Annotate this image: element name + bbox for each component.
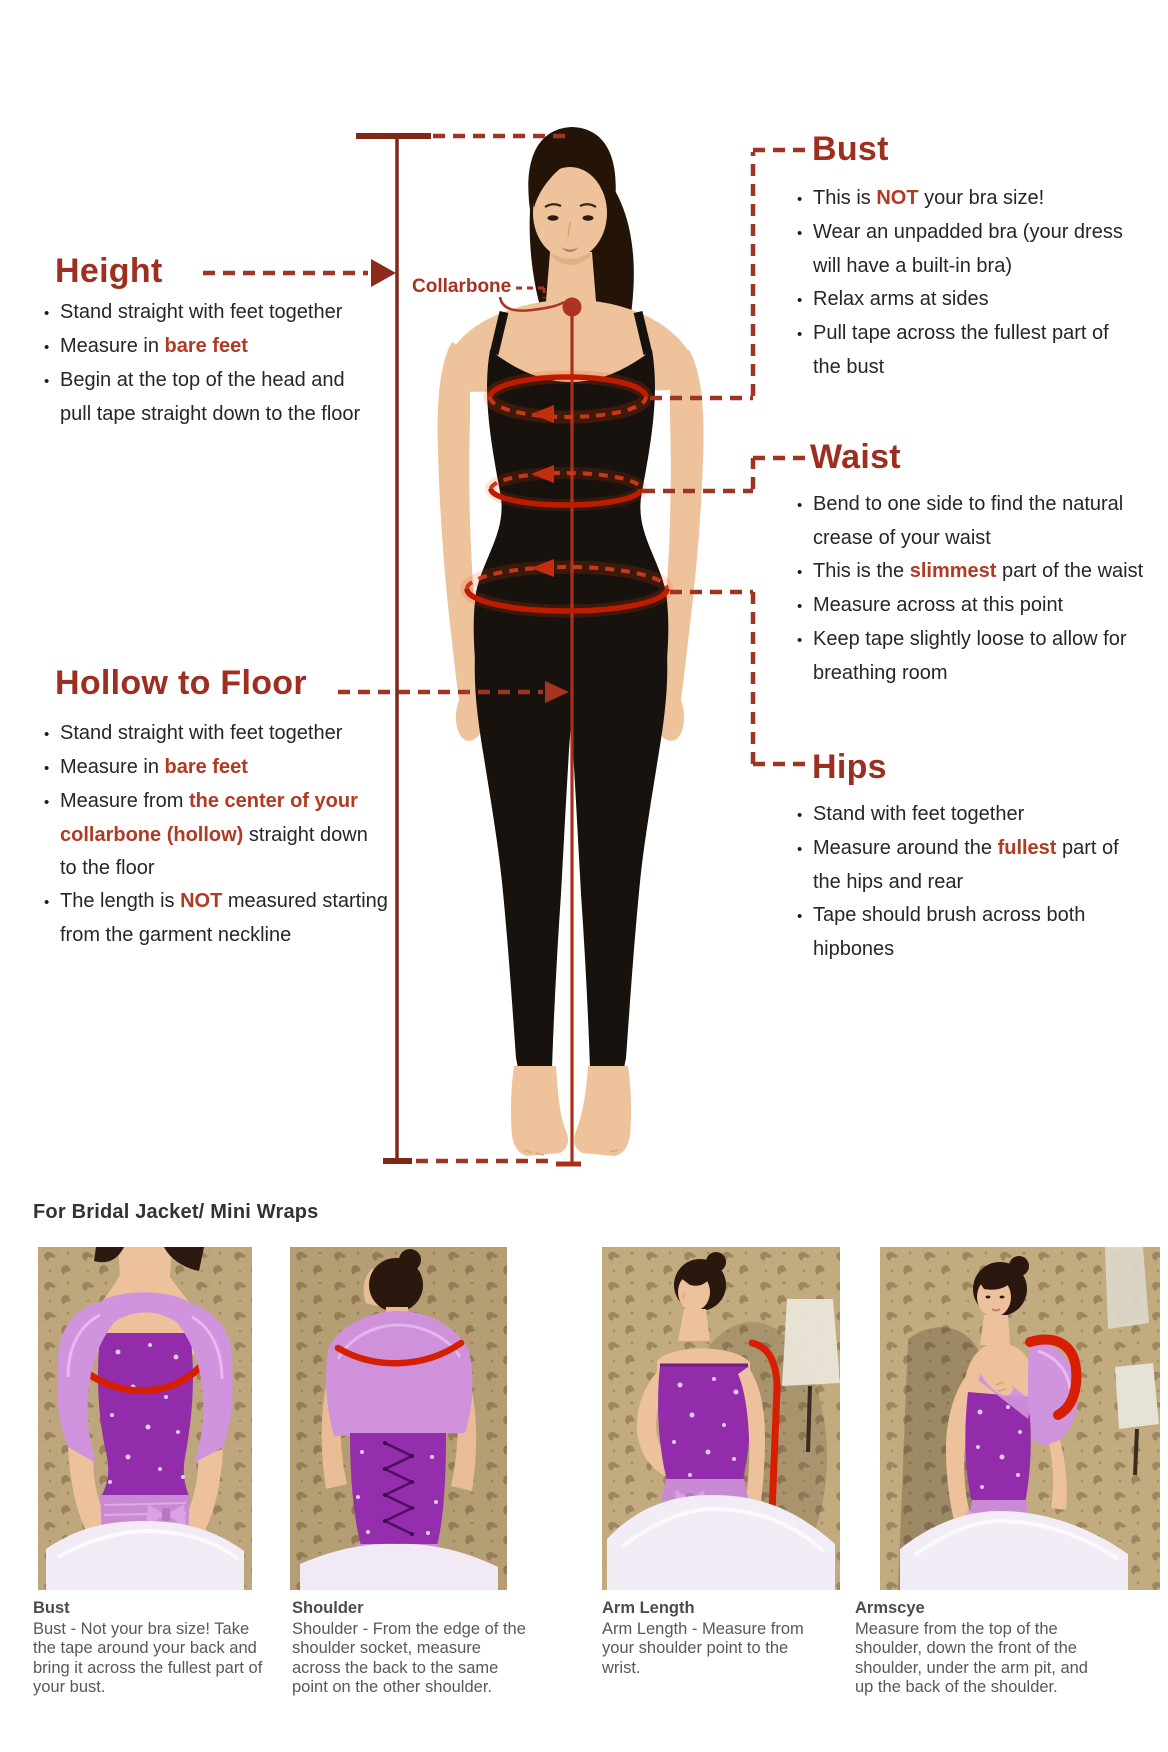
- collarbone-label: Collarbone: [412, 276, 512, 297]
- bullet-line: • Keep tape slightly loose to allow for: [797, 628, 1127, 650]
- bullet-line: • Wear an unpadded bra (your dress: [797, 221, 1123, 243]
- bullet-line: • Measure around the fullest part of: [797, 837, 1119, 859]
- caption-arm-length: [602, 1599, 820, 1678]
- caption-bust-text: Bust - Not your bra size! Take the tape around your back and bring it across the fullest part of your bust.: [33, 1619, 263, 1696]
- caption-bust-title: Bust: [33, 1599, 70, 1617]
- hips-bullets: [797, 798, 1119, 966]
- bullet-line: pull tape straight down to the floor: [60, 403, 361, 425]
- bullet-line: from the garment neckline: [60, 924, 292, 946]
- bullet-line: • Stand with feet together: [797, 803, 1025, 825]
- height-bullets: [44, 296, 360, 431]
- bullet-line: • Pull tape across the fullest part of: [797, 322, 1109, 344]
- bullet-line: will have a built-in bra): [813, 255, 1012, 277]
- bullet-line: • Begin at the top of the head and: [44, 369, 345, 391]
- photo-arm-length-measurement: [602, 1247, 840, 1590]
- bullet-line: the bust: [813, 356, 885, 378]
- bullet-line: • This is the slimmest part of the waist: [797, 560, 1144, 582]
- photo-armscye-measurement: [880, 1247, 1160, 1590]
- bullet-line: breathing room: [813, 662, 948, 684]
- bullet-line: • Stand straight with feet together: [44, 301, 343, 323]
- hollow-to-floor-bullets: [44, 717, 388, 952]
- collarbone-dot: [563, 298, 582, 317]
- caption-shoulder-title: Shoulder: [292, 1599, 364, 1617]
- bullet-line: • Tape should brush across both: [797, 904, 1086, 926]
- height-arrow: [203, 259, 396, 287]
- waist-bracket: [643, 458, 806, 491]
- photo-bust-measurement: [38, 1247, 252, 1590]
- hips-title: Hips: [812, 748, 887, 786]
- hollow-to-floor-title: Hollow to Floor: [55, 664, 307, 702]
- caption-armscye: [855, 1599, 1095, 1698]
- caption-arm-length-title: Arm Length: [602, 1599, 695, 1617]
- waist-title: Waist: [810, 438, 901, 476]
- bullet-line: the hips and rear: [813, 871, 964, 893]
- caption-bust: [33, 1599, 265, 1698]
- bullet-line: • Stand straight with feet together: [44, 722, 343, 744]
- caption-armscye-title: Armscye: [855, 1599, 925, 1617]
- right-foot: [574, 1066, 631, 1156]
- bullet-line: hipbones: [813, 938, 895, 960]
- bullet-line: • Bend to one side to find the natural: [797, 493, 1124, 515]
- height-title: Height: [55, 252, 163, 290]
- left-foot: [511, 1066, 568, 1156]
- bullet-line: • Measure from the center of your: [44, 790, 358, 812]
- caption-armscye-text: Measure from the top of the shoulder, down the front of the shoulder, under the arm pit, and up the back of the shoulder.: [855, 1619, 1088, 1696]
- caption-shoulder: [292, 1599, 530, 1698]
- jacket-section-heading: For Bridal Jacket/ Mini Wraps: [33, 1201, 319, 1223]
- bullet-line: • Measure in bare feet: [44, 756, 248, 778]
- bullet-line: • Measure in bare feet: [44, 335, 248, 357]
- waist-bullets: [797, 488, 1143, 690]
- caption-arm-length-text: Arm Length - Measure from your shoulder point to the wrist.: [602, 1619, 804, 1677]
- bullet-line: collarbone (hollow) straight down: [60, 824, 368, 846]
- bullet-line: • The length is NOT measured starting: [44, 890, 388, 912]
- bullet-line: • Relax arms at sides: [797, 288, 989, 310]
- bullet-line: • Measure across at this point: [797, 594, 1064, 616]
- bust-title: Bust: [812, 130, 889, 168]
- caption-shoulder-text: Shoulder - From the edge of the shoulder socket, measure across the back to the same point on the other shoulder.: [292, 1619, 526, 1696]
- photo-shoulder-measurement: [290, 1247, 507, 1590]
- bullet-line: to the floor: [60, 857, 155, 879]
- bullet-line: crease of your waist: [813, 527, 991, 549]
- bullet-line: • This is NOT your bra size!: [797, 187, 1045, 209]
- bust-bullets: [797, 182, 1123, 384]
